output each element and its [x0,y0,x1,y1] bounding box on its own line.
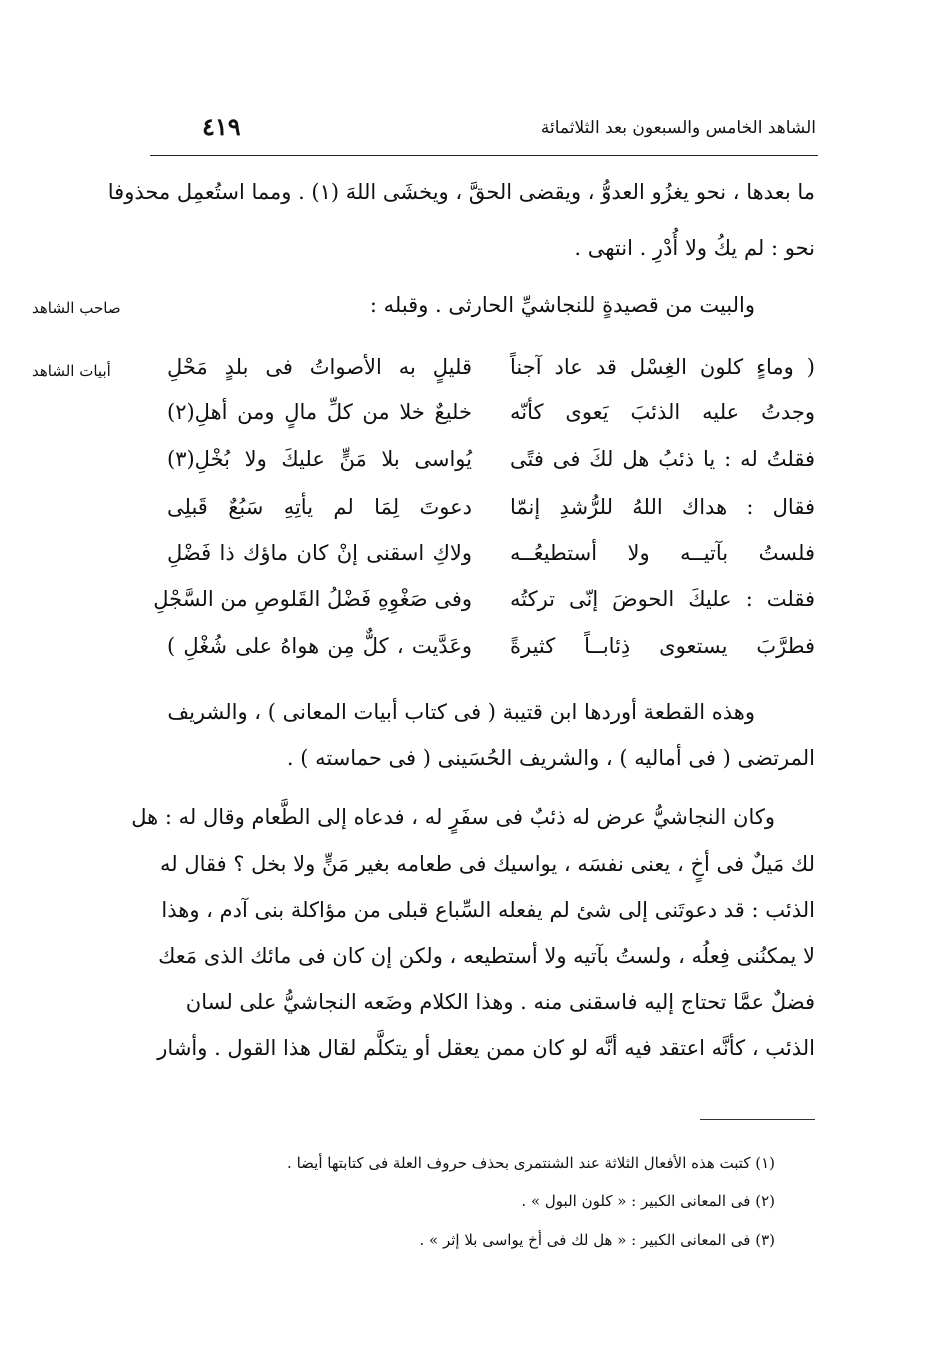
verse-3-second-hemistich: يُواسى بلا مَنٍّ عليكَ ولا بُخْلِ(٣) [167,447,472,471]
verse-6-second-hemistich: وفى صَغْوِهِ فَضْلُ القَلوصِ من السَّجْلِ [153,587,472,611]
verse-3-first-hemistich: فقلتُ له : يا ذئبُ هل لكَ فى فتًى [510,447,815,471]
source-line: والبيت من قصيدةٍ للنجاشيِّ الحارثى . وقبله : [369,293,755,317]
verse-7-first-hemistich: فطرَّبَ يستعوى ذِئابــاً كثيرةً [510,634,815,658]
verse-5-first-hemistich: فلستُ بآتيــه ولا أستطيعُــه [510,541,815,565]
verse-5-second-hemistich: ولاكِ اسقنى إنْ كان ماؤك ذا فَضْلِ [167,541,472,565]
para2-line-6: الذئب ، كأنَّه اعتقد فيه أنَّه لو كان ممن يعقل أو يتكلَّم لقال هذا القول . وأشار [157,1036,815,1060]
para2-line-1: وكان النجاشيُّ عرض له ذئبٌ فى سفَرٍ له ، فدعاه إلى الطَّعام وقال له : هل [131,805,775,829]
para2-line-5: فضلٌ عمَّا تحتاج إليه فاسقنى منه . وهذا الكلام وضَعه النجاشيُّ على لسان [185,990,815,1014]
footnote-2: (٢) فى المعانى الكبير : « كلون البول » . [521,1192,775,1210]
verse-6-first-hemistich: فقلت : عليكَ الحوضَ إنّى تركتُه [510,587,815,611]
verse-7 [167,634,815,679]
verse-3 [167,447,815,492]
verse-7-second-hemistich: وعَدَّيت ، كلٌّ مِن هواهُ على شُغْلِ ) [167,634,472,658]
para2-line-4: لا يمكنُنى فِعلُه ، ولستُ بآتيه ولا أستطيعه ، ولكن إن كان فى مائك الذى مَعك [158,944,815,968]
verse-5 [167,541,815,586]
header-rule [150,155,818,156]
verse-1-first-hemistich: ( وماءٍ كلون الغِسْل قد عاد آجناً [510,355,815,379]
page-number: ٤١٩ [202,112,241,141]
verse-1 [167,355,815,400]
verse-2-first-hemistich: وجدتُ عليه الذئبَ يَعوى كأنّه [510,400,815,424]
margin-note-author: صاحب الشاهد [32,299,121,317]
para2-line-2: لك مَيلٌ فى أخٍ ، يعنى نفسَه ، يواسيك فى طعامه بغير مَنٍّ ولا بخل ؟ فقال له [160,852,815,876]
para2-line-3: الذئب : قد دعوتَنى إلى شئ لم يفعله السِّباع قبلى من مؤاكلة بنى آدم ، وهذا [161,898,815,922]
verse-4-second-hemistich: دعوتَ لِمَا لم يأتِهِ سَبُعٌ قَبلِى [167,495,472,519]
verse-4-first-hemistich: فقال : هداك اللهُ للرُّشدِ إنمّا [510,495,815,519]
intro-line-1: ما بعدها ، نحو يغزُو العدوُّ ، ويقضى الحقَّ ، ويخشَى اللهَ (١) . ومما استُعمِل محذوفا [107,180,815,204]
intro-line-2: نحو : لم يكُ ولا أُدْرِ . انتهى . [574,236,815,260]
margin-note-verses: أبيات الشاهد [32,362,111,380]
para1-line-1: وهذه القطعة أوردها ابن قتيبة ( فى كتاب أبيات المعانى ) ، والشريف [167,700,755,724]
verse-4 [167,495,815,540]
verse-2-second-hemistich: خليعٌ خلا من كلِّ مالٍ ومن أهلِ(٢) [167,400,472,424]
footnote-3: (٣) فى المعانى الكبير : « هل لك فى أخ يواسى بلا إثر » . [419,1231,775,1249]
verse-1-second-hemistich: قليلٍ به الأصواتُ فى بلدٍ مَحْلِ [167,355,472,379]
footnote-rule [700,1119,815,1120]
para1-line-2: المرتضى ( فى أماليه ) ، والشريف الحُسَينى ( فى حماسته ) . [286,746,815,770]
verse-2 [167,400,815,445]
running-title: الشاهد الخامس والسبعون بعد الثلاثمائة [540,118,816,138]
page-header [168,112,816,152]
footnote-1: (١) كتبت هذه الأفعال الثلاثة عند الشنتمرى بحذف حروف العلة فى كتابتها أيضا . [287,1154,775,1172]
verse-6 [153,587,815,632]
